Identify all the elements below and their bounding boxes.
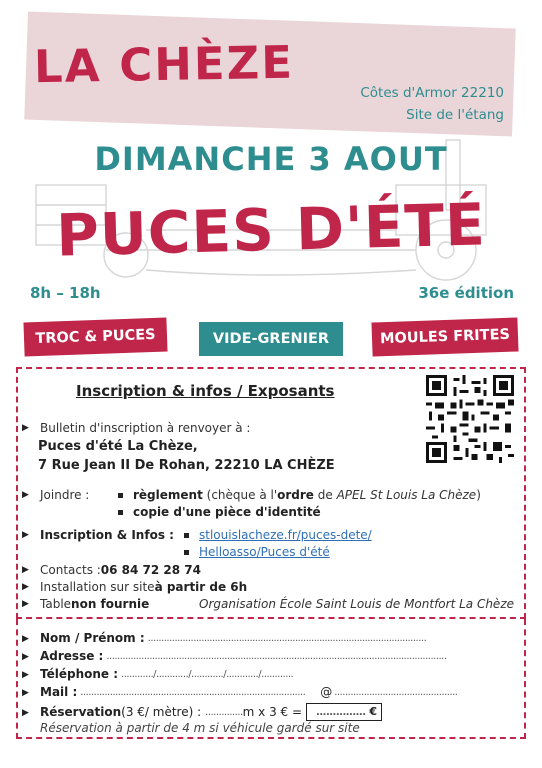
tag-moules-frites: MOULES FRITES	[371, 317, 518, 356]
arrow-icon: ▶	[22, 652, 29, 662]
phone-dots: ............/............/............/............/............	[121, 668, 294, 680]
region-line-1: Côtes d'Armor 22210	[360, 85, 504, 101]
event-edition: 36e édition	[418, 284, 514, 302]
event-hours: 8h – 18h	[30, 284, 101, 302]
bulletin-label: Bulletin d'inscription à renvoyer à :	[40, 421, 251, 435]
organisation: Organisation École Saint Louis de Montfort La Chèze	[199, 597, 514, 611]
contacts-row: ▶ Contacts : 06 84 72 28 74	[22, 563, 202, 577]
region-line-2: Site de l'étang	[406, 107, 504, 123]
name-field[interactable]: ▶ Nom / Prénom : ........................................................................................................	[22, 631, 448, 645]
address-field[interactable]: ▶ Adresse : ...............................................................................................................................	[22, 649, 456, 663]
arrow-icon: ▶	[22, 634, 29, 644]
joindre-label: Joindre :	[40, 488, 90, 502]
helloasso-link[interactable]: Helloasso/Puces d'été	[199, 545, 330, 559]
mail-dots: ....................................................................................	[80, 686, 306, 698]
name-dots: ........................................................................................................	[147, 632, 427, 644]
address-dots: ...............................................................................................................................	[106, 650, 447, 662]
tag-troc-puces: TROC & PUCES	[23, 318, 167, 357]
joindre-item-1: règlement (chèque à l'ordre de APEL St Louis La Chèze)	[118, 488, 481, 502]
arrow-icon: ▶	[22, 582, 29, 592]
info-box	[16, 367, 526, 619]
link-1-row	[184, 528, 372, 542]
info-title: Inscription & infos / Exposants	[76, 382, 335, 400]
arrow-icon: ▶	[22, 530, 29, 540]
joindre-row	[22, 488, 89, 502]
reservation-note: Réservation à partir de 4 m si véhicule gardé sur site	[40, 721, 360, 735]
link-2-row	[184, 545, 330, 559]
joindre-item-2: copie d'une pièce d'identité	[118, 505, 321, 519]
bullet-square-icon	[118, 493, 123, 498]
address-line-1: Puces d'été La Chèze,	[38, 439, 198, 454]
arrow-icon: ▶	[22, 688, 29, 698]
bulletin-row	[22, 421, 250, 435]
bullet-square-icon	[118, 510, 123, 515]
contacts-phone: 06 84 72 28 74	[100, 563, 202, 577]
arrow-icon: ▶	[22, 490, 29, 500]
mail-at: @	[320, 685, 333, 699]
inscription-label: Inscription & Infos :	[40, 528, 174, 542]
registration-form	[16, 619, 526, 739]
event-title: PUCES D'ÉTÉ	[55, 190, 487, 270]
event-date: DIMANCHE 3 AOUT	[94, 140, 448, 178]
bullet-square-icon	[184, 550, 189, 555]
arrow-icon: ▶	[22, 670, 29, 680]
installation-row: ▶ Installation sur site à partir de 6h	[22, 580, 248, 594]
region-info	[360, 82, 504, 126]
website-link[interactable]: stlouislacheze.fr/puces-dete/	[199, 528, 372, 542]
table-row: ▶ Table non fournie	[22, 597, 150, 611]
bullet-square-icon	[184, 533, 189, 538]
arrow-icon: ▶	[22, 708, 29, 718]
mail-domain-dots: ..............................................	[334, 686, 458, 698]
reservation-field[interactable]: ▶ Réservation (3 €/ mètre) : .............. m x 3 € = ............... €	[22, 703, 382, 721]
arrow-icon: ▶	[22, 599, 29, 609]
town-name: LA CHÈZE	[33, 35, 295, 94]
phone-field[interactable]: ▶ Téléphone : ............/............/............/............/............	[22, 667, 294, 681]
meters-dots: ..............	[205, 706, 243, 718]
arrow-icon: ▶	[22, 423, 29, 433]
arrow-icon: ▶	[22, 565, 29, 575]
total-box[interactable]: ............... €	[306, 703, 382, 721]
inscription-row	[22, 528, 174, 542]
mail-field[interactable]: ▶ Mail : .................................................................................... @ ..............................................	[22, 685, 466, 699]
tag-vide-grenier: VIDE-GRENIER	[199, 322, 343, 356]
qr-code[interactable]	[426, 375, 514, 463]
address-line-2: 7 Rue Jean II De Rohan, 22210 LA CHÈZE	[38, 458, 335, 473]
